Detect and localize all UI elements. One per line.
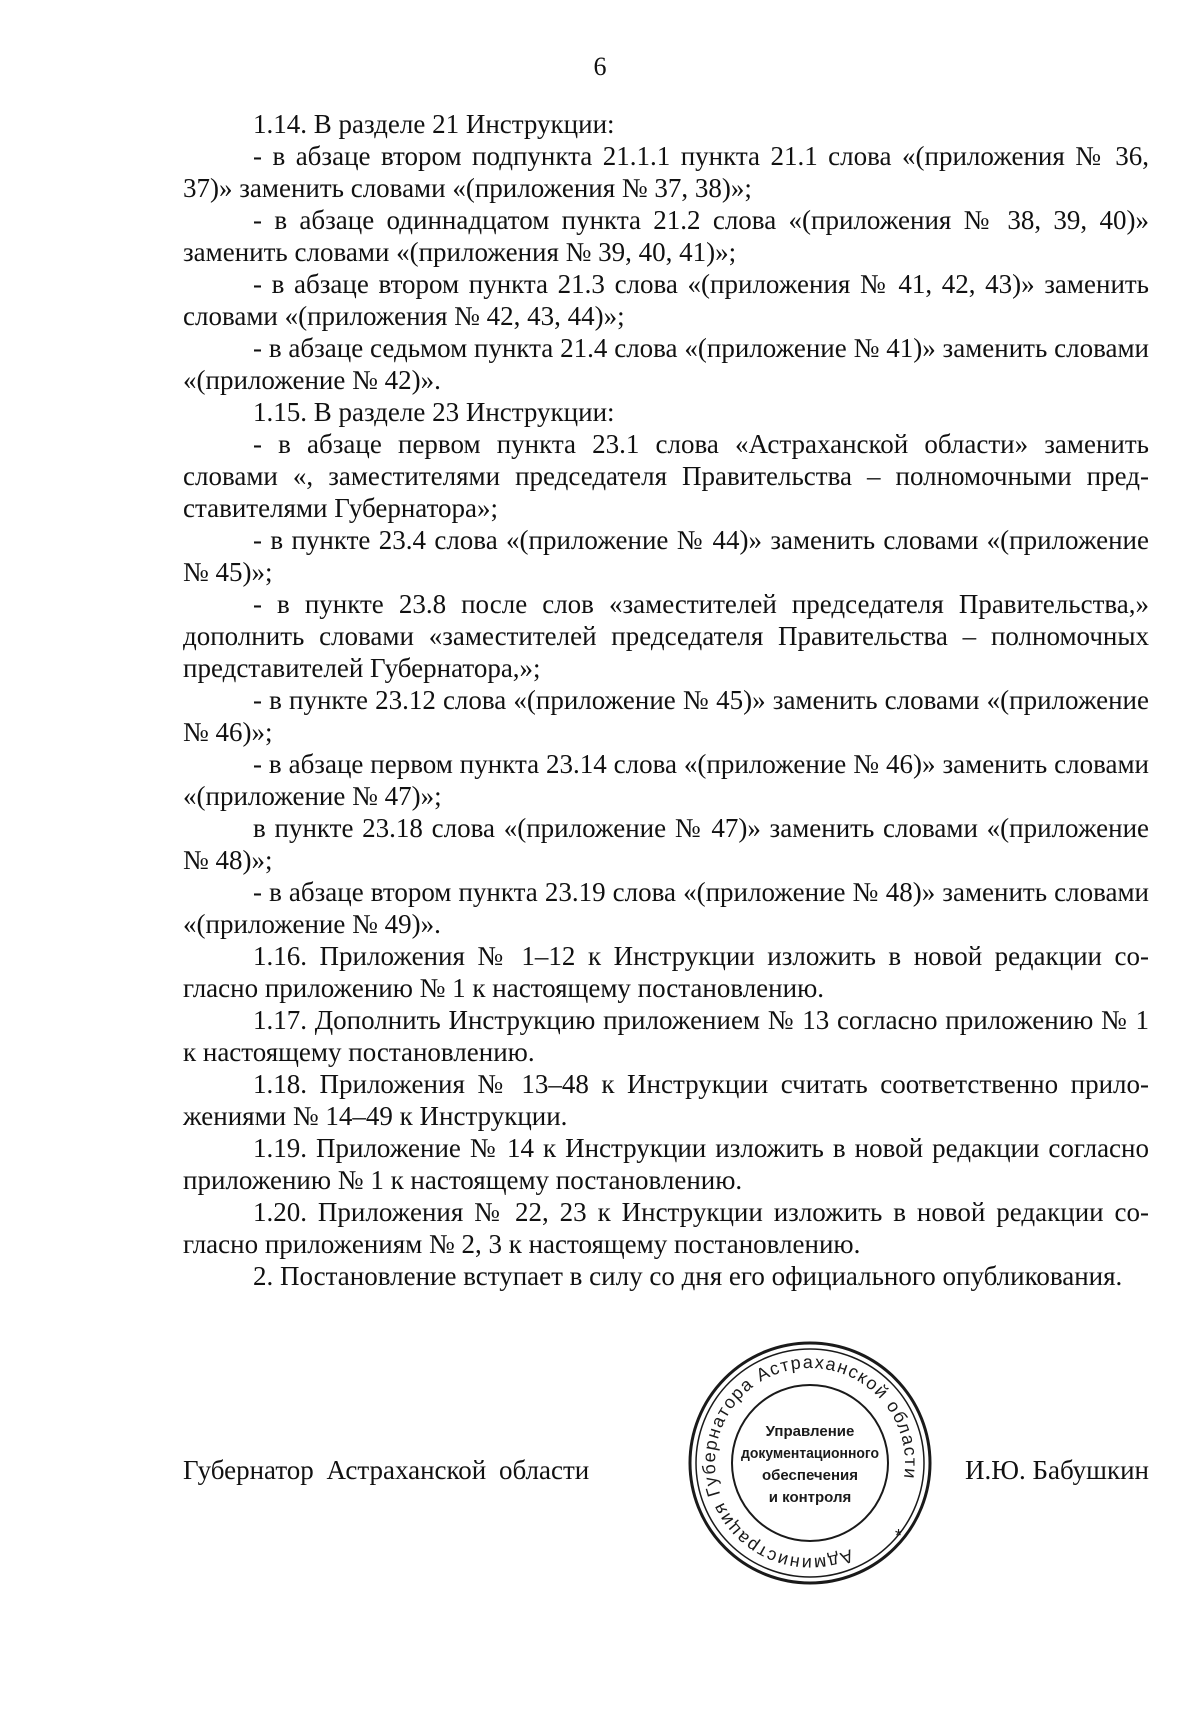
signatory-name: И.Ю. Бабушкин bbox=[964, 1455, 1149, 1485]
signatory-title: Губернатор Астраханской области bbox=[183, 1455, 590, 1485]
stamp-ring-text: Администрация Губернатора Астраханской области bbox=[698, 1351, 922, 1575]
paragraph-item: - в абзаце втором подпункта 21.1.1 пункта 21.1 слова «(приложения № 36, 37)» заменить словами «(приложения № 37, 38)»; bbox=[183, 141, 1149, 203]
paragraph-item: - в абзаце седьмом пункта 21.4 слова «(приложение № 41)» заменить словами «(приложение № 42)». bbox=[183, 333, 1149, 395]
paragraph-item: - в пункте 23.12 слова «(приложение № 45)» заменить словами «(приложение № 46)»; bbox=[183, 685, 1149, 747]
paragraph-item: - в абзаце первом пункта 23.14 слова «(приложение № 46)» заменить словами «(приложение № 47)»; bbox=[183, 749, 1149, 811]
paragraph-item: - в абзаце втором пункта 21.3 слова «(приложения № 41, 42, 43)» заменить словами «(приложения № 42, 43, 44)»; bbox=[183, 269, 1149, 331]
paragraph-1-16: 1.16. Приложения № 1–12 к Инструкции изложить в новой редакции согласно приложению № 1 к настоящему постановлению. bbox=[183, 941, 1149, 1003]
page-number: 6 bbox=[593, 52, 607, 81]
paragraph-1-18: 1.18. Приложения № 13–48 к Инструкции считать соответственно приложениями № 14–49 к Инструкции. bbox=[183, 1069, 1149, 1131]
stamp-center-line-2: документационного bbox=[741, 1445, 879, 1462]
official-stamp bbox=[685, 1338, 935, 1588]
paragraph-item: - в абзаце первом пункта 23.1 слова «Астраханской области» заменить словами «, заместителями председателя Правительства – полномочными представителями Губернатора»; bbox=[183, 429, 1149, 523]
paragraph-item: в пункте 23.18 слова «(приложение № 47)» заменить словами «(приложение № 48)»; bbox=[183, 813, 1149, 875]
paragraph-1-19: 1.19. Приложение № 14 к Инструкции изложить в новой редакции согласно приложению № 1 к настоящему постановлению. bbox=[183, 1133, 1149, 1195]
signature-block bbox=[183, 1454, 1149, 1494]
paragraph-1-14: 1.14. В разделе 21 Инструкции: bbox=[253, 109, 615, 139]
paragraph-item: - в пункте 23.8 после слов «заместителей председателя Правительства,» дополнить словами «заместителей председателя Правительства – полномочных представителей Губернатора,»; bbox=[183, 589, 1149, 683]
paragraph-1-15: 1.15. В разделе 23 Инструкции: bbox=[253, 397, 615, 427]
stamp-center-line-4: и контроля bbox=[768, 1489, 852, 1506]
document-body bbox=[183, 108, 1149, 1292]
paragraph-item: - в пункте 23.4 слова «(приложение № 44)» заменить словами «(приложение № 45)»; bbox=[183, 525, 1149, 587]
paragraph-item: - в абзаце одиннадцатом пункта 21.2 слова «(приложения № 38, 39, 40)» заменить словами «(приложения № 39, 40, 41)»; bbox=[183, 205, 1149, 267]
stamp-star: * bbox=[895, 1526, 903, 1546]
paragraph-2: 2. Постановление вступает в силу со дня его официального опубликования. bbox=[253, 1261, 1123, 1291]
paragraph-1-20: 1.20. Приложения № 22, 23 к Инструкции изложить в новой редакции согласно приложениям № 2, 3 к настоящему постановлению. bbox=[183, 1197, 1149, 1259]
paragraph-item: - в абзаце втором пункта 23.19 слова «(приложение № 48)» заменить словами «(приложение № 49)». bbox=[183, 877, 1149, 939]
stamp-center-line-3: обеспечения bbox=[761, 1467, 859, 1484]
stamp-center-line-1: Управление bbox=[765, 1423, 855, 1440]
stamp-seal-icon bbox=[685, 1338, 935, 1588]
paragraph-1-17: 1.17. Дополнить Инструкцию приложением № 13 согласно приложению № 1 к настоящему постановлению. bbox=[183, 1005, 1149, 1067]
